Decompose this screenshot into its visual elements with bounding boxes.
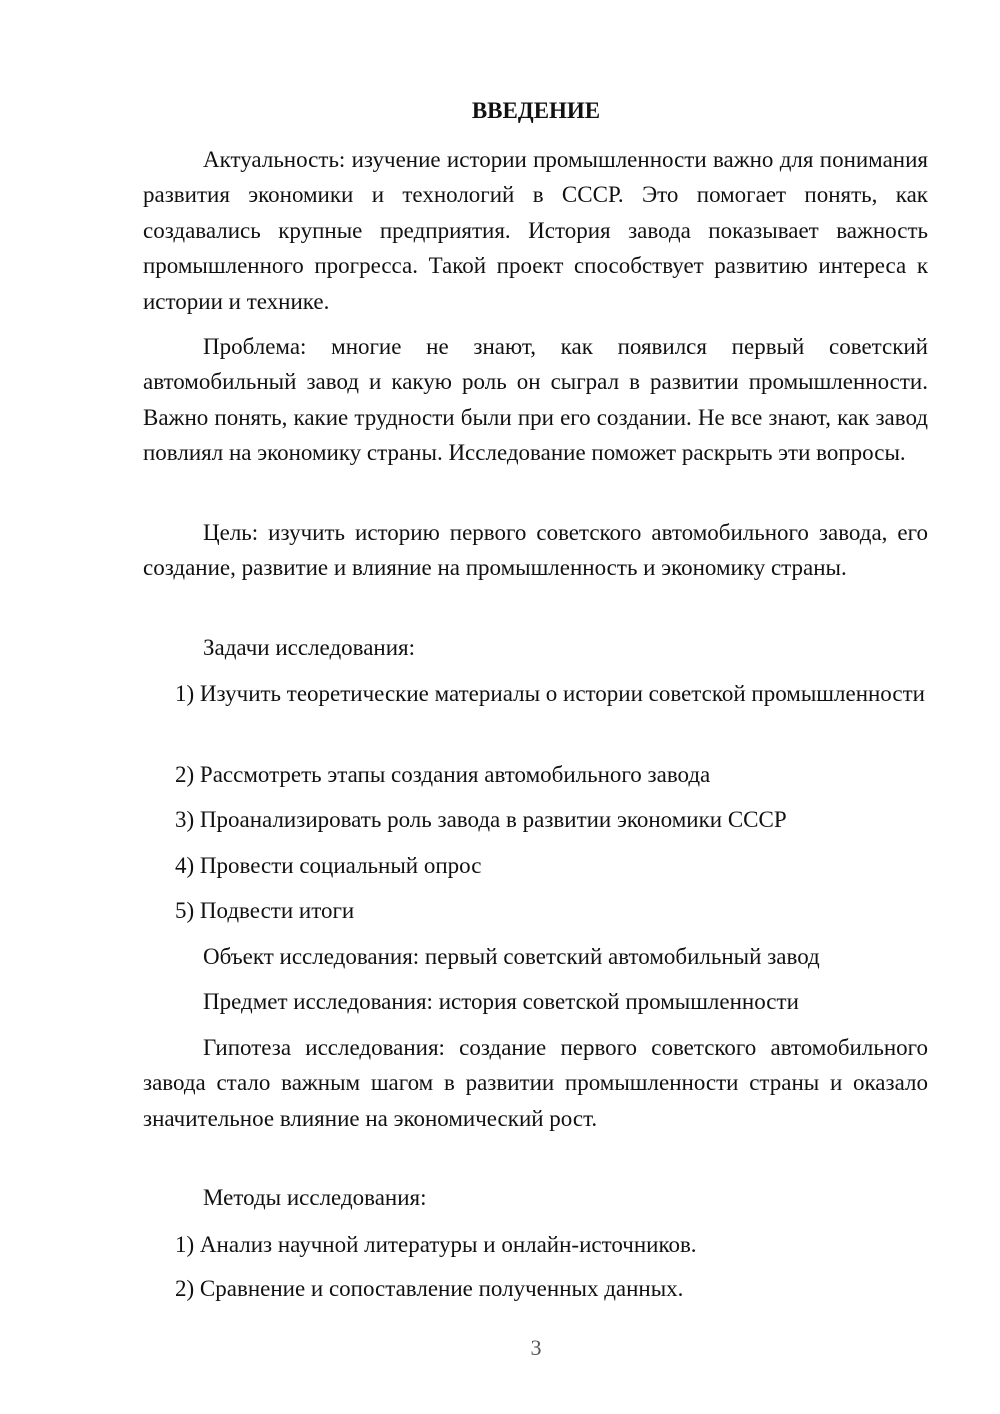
problem-paragraph: Проблема: многие не знают, как появился первый советский автомобильный завод и какую роль он сыграл в развитии промышленности. Важно понять, какие трудности были при его создании. Не все знают, как завод повлиял на экономику страны. Исследование поможет раскрыть эти вопросы. [143,334,928,466]
relevance-paragraph: Актуальность: изучение истории промышленности важно для понимания развития экономики и технологий в СССР. Это помогает понять, как создавались крупные предприятия. История завода показывает важность промышленного прогресса. Такой проект способствует развитию интереса к истории и технике. [143,147,928,314]
method-item-2: 2) Сравнение и сопоставление полученных данных. [175,1276,684,1301]
page-number: 3 [530,1335,542,1360]
subject-paragraph: Предмет исследования: история советской промышленности [203,989,799,1014]
task-item-5: 5) Подвести итоги [175,898,355,923]
object-paragraph: Объект исследования: первый советский автомобильный завод [203,944,820,969]
task-item-2: 2) Рассмотреть этапы создания автомобильного завода [175,762,711,787]
tasks-title: Задачи исследования: [203,635,416,660]
task-item-4: 4) Провести социальный опрос [175,853,482,878]
task-item-1: 1) Изучить теоретические материалы о истории советской промышленности [175,681,925,706]
goal-paragraph: Цель: изучить историю первого советского автомобильного завода, его создание, развитие и влияние на промышленность и экономику страны. [143,520,928,581]
methods-title: Методы исследования: [203,1185,427,1210]
task-item-3: 3) Проанализировать роль завода в развитии экономики СССР [175,807,787,832]
page-title: ВВЕДЕНИЕ [471,98,601,123]
method-item-1: 1) Анализ научной литературы и онлайн-источников. [175,1232,697,1257]
hypothesis-paragraph: Гипотеза исследования: создание первого советского автомобильного завода стало важным шагом в развитии промышленности страны и оказало значительное влияние на экономический рост. [143,1035,928,1131]
